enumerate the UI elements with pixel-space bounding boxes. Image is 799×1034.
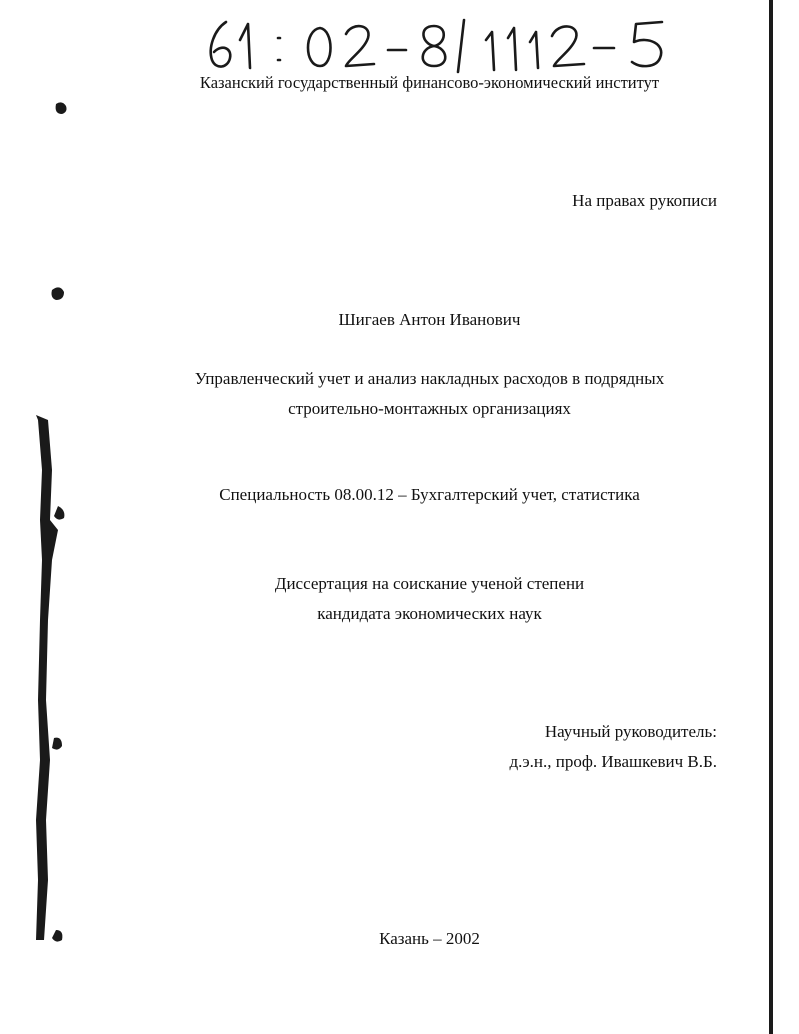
degree-line-2: кандидата экономических наук bbox=[317, 604, 542, 623]
handwritten-archive-code bbox=[196, 8, 676, 78]
institute-name: Казанский государственный финансово-экономический институт bbox=[199, 73, 660, 92]
scan-edge-artifacts bbox=[0, 0, 80, 1034]
scan-edge-right bbox=[769, 0, 799, 1034]
dissertation-title-line-2: строительно-монтажных организациях bbox=[288, 399, 571, 418]
dissertation-title-line-1: Управленческий учет и анализ накладных расходов в подрядных bbox=[194, 369, 665, 388]
supervisor-label: Научный руководитель: bbox=[544, 722, 717, 741]
rights-note: На правах рукописи bbox=[572, 191, 717, 210]
city-year: Казань – 2002 bbox=[379, 929, 480, 948]
scan-blot bbox=[52, 287, 65, 300]
specialty: Специальность 08.00.12 – Бухгалтерский учет, статистика bbox=[219, 485, 640, 504]
supervisor-name: д.э.н., проф. Ивашкевич В.Б. bbox=[509, 752, 717, 771]
scan-blot bbox=[56, 102, 67, 114]
scan-blot bbox=[54, 506, 64, 520]
author-name: Шигаев Антон Иванович bbox=[338, 310, 521, 329]
degree-line-1: Диссертация на соискание ученой степени bbox=[274, 574, 585, 593]
scan-blot bbox=[52, 738, 62, 750]
